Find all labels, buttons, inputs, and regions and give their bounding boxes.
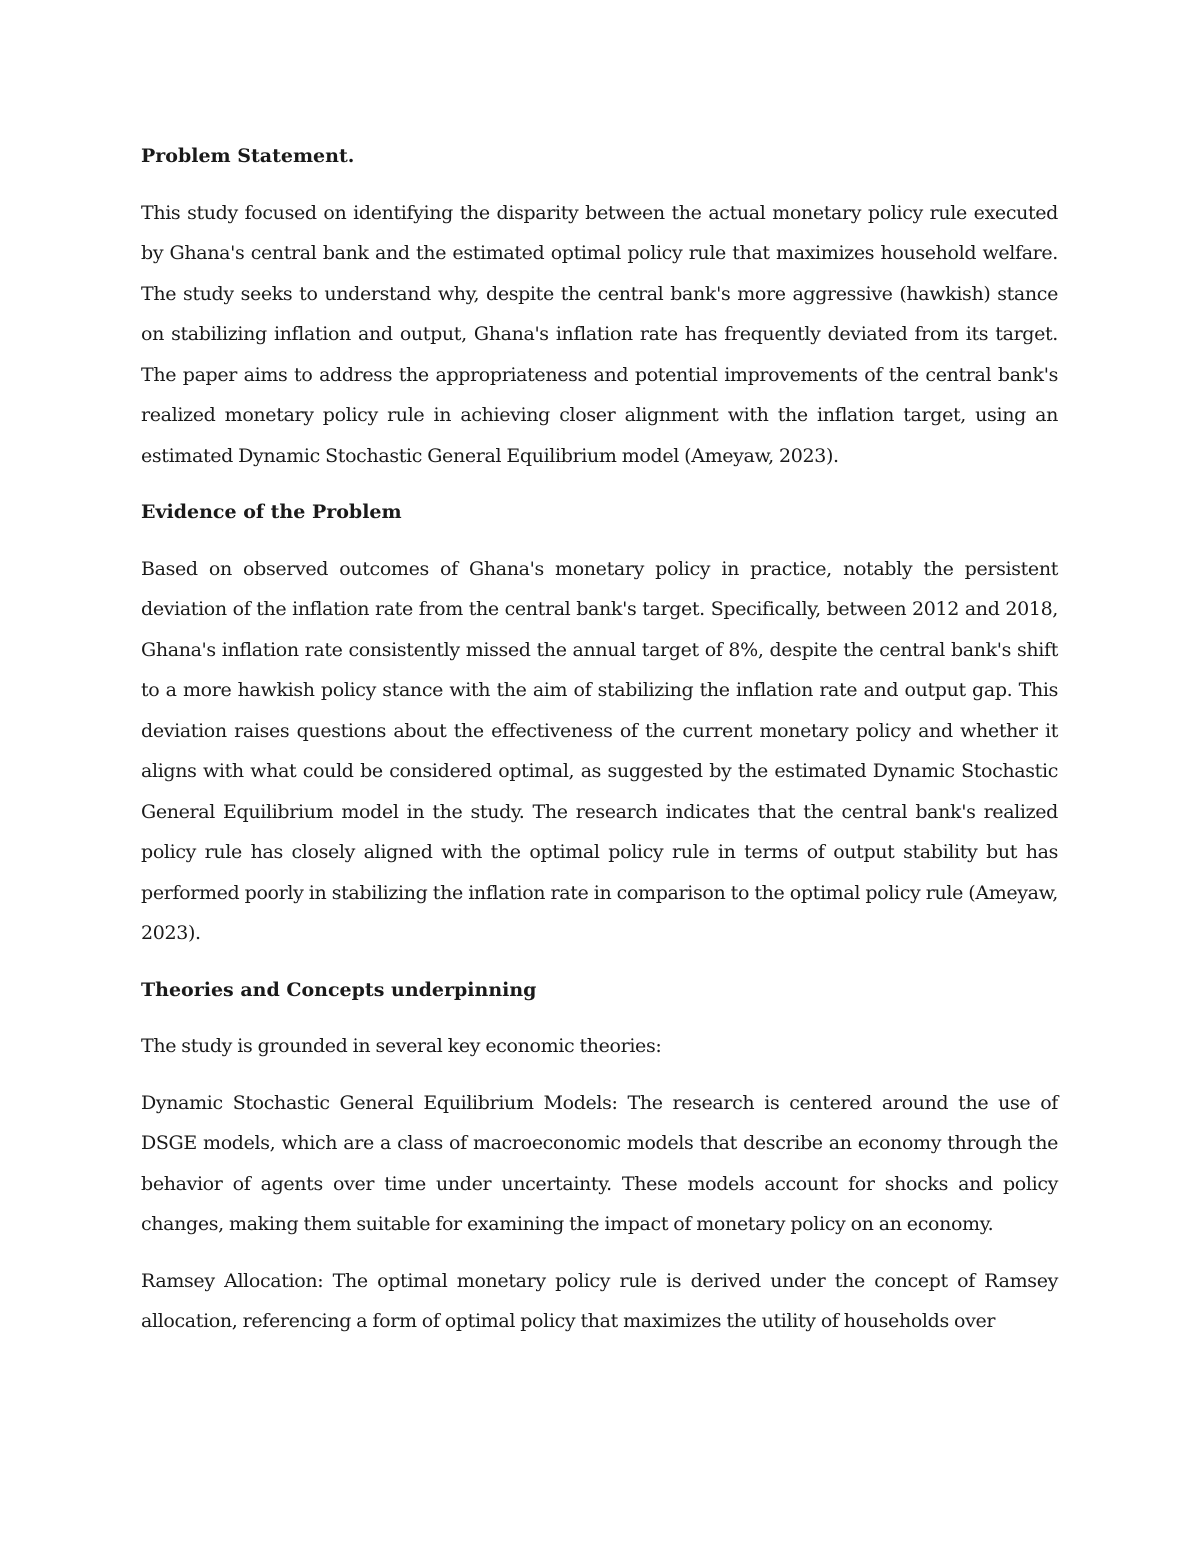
section-heading: Theories and Concepts underpinning [141, 978, 537, 1001]
section-heading: Evidence of the Problem [141, 501, 402, 523]
section-heading: Problem Statement. [141, 145, 355, 167]
paragraph: Dynamic Stochastic General Equilibrium Models: The research is centered around the use of DSGE models, which are a class of macroeconomic models that describe an economy through the behavior of agents over time under uncertainty. These models account for shocks and policy changes, making them suitable for examining the impact of monetary policy on an economy. [141, 1091, 1058, 1235]
paragraph: Ramsey Allocation: The optimal monetary policy rule is derived under the concept of Ramsey allocation, referencing a form of optimal policy that maximizes the utility of households over [141, 1269, 1058, 1332]
document-page [141, 136, 1058, 1358]
section-theories-and-concepts [141, 970, 1058, 1342]
paragraph: This study focused on identifying the disparity between the actual monetary policy rule executed by Ghana's central bank and the estimated optimal policy rule that maximizes household welfare. The study seeks to understand why, despite the central bank's more aggressive (hawkish) stance on stabilizing inflation and output, Ghana's inflation rate has frequently deviated from its target. The paper aims to address the appropriateness and potential improvements of the central bank's realized monetary policy rule in achieving closer alignment with the inflation target, using an estimated Dynamic Stochastic General Equilibrium model (Ameyaw, 2023). [141, 201, 1058, 467]
section-evidence-of-problem [141, 492, 1058, 954]
paragraph: Based on observed outcomes of Ghana's monetary policy in practice, notably the persistent deviation of the inflation rate from the central bank's target. Specifically, between 2012 and 2018, Ghana's inflation rate consistently missed the annual target of 8%, despite the central bank's shift to a more hawkish policy stance with the aim of stabilizing the inflation rate and output gap. This deviation raises questions about the effectiveness of the current monetary policy and whether it aligns with what could be considered optimal, as suggested by the estimated Dynamic Stochastic General Equilibrium model in the study. The research indicates that the central bank's realized policy rule has closely aligned with the optimal policy rule in terms of output stability but has performed poorly in stabilizing the inflation rate in comparison to the optimal policy rule (Ameyaw, 2023). [141, 557, 1058, 944]
paragraph: The study is grounded in several key economic theories: [141, 1035, 662, 1057]
section-problem-statement [141, 136, 1058, 476]
